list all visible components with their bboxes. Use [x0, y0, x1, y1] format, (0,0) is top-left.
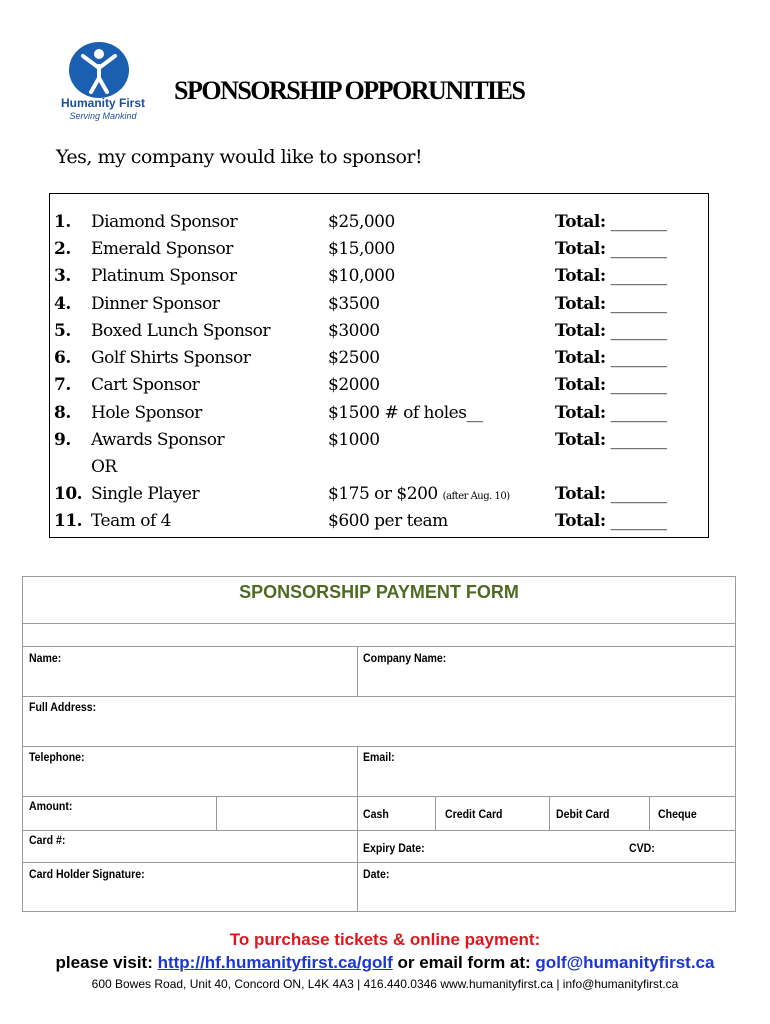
item-total[interactable]: Total: _______ [555, 321, 667, 341]
item-total[interactable]: Total: _______ [555, 212, 667, 232]
expiry-date-label: Expiry Date: [363, 841, 425, 855]
date-label: Date: [363, 867, 390, 881]
payment-form [22, 576, 736, 912]
item-number: 5. [54, 321, 71, 341]
list-item [50, 212, 710, 238]
item-number: 10. [54, 484, 83, 504]
list-item [50, 348, 710, 374]
or-separator: OR [91, 457, 117, 477]
full-address-field[interactable] [29, 717, 729, 743]
list-item [50, 239, 710, 265]
item-total[interactable]: Total: _______ [555, 430, 667, 450]
list-item-team [50, 511, 710, 537]
item-price: $25,000 [328, 212, 395, 232]
item-price: $2000 [328, 375, 380, 395]
item-label: Platinum Sponsor [91, 266, 237, 286]
intro-text: Yes, my company would like to sponsor! [56, 146, 423, 168]
item-number: 1. [54, 212, 71, 232]
page-title: SPONSORSHIP OPPORUNITIES [174, 76, 525, 105]
golf-website-link[interactable]: http://hf.humanityfirst.ca/golf [157, 953, 393, 972]
item-number: 6. [54, 348, 71, 368]
telephone-label: Telephone: [29, 750, 85, 764]
credit-card-option[interactable]: Credit Card [445, 807, 503, 821]
item-price: $2500 [328, 348, 380, 368]
visit-line: please visit: http://hf.humanityfirst.ca/golf or email form at: golf@humanityfirst.ca [55, 953, 715, 972]
item-number: 8. [54, 403, 71, 423]
item-total[interactable]: Total: _______ [555, 266, 667, 286]
amount-field[interactable] [219, 799, 353, 827]
item-label: Golf Shirts Sponsor [91, 348, 251, 368]
date-field[interactable] [363, 885, 729, 909]
item-label: Cart Sponsor [91, 375, 200, 395]
company-name-field[interactable] [363, 669, 729, 693]
cheque-option[interactable]: Cheque [658, 807, 697, 821]
item-total[interactable]: Total: _______ [555, 403, 667, 423]
debit-card-option[interactable]: Debit Card [556, 807, 610, 821]
item-label: Diamond Sponsor [91, 212, 238, 232]
price-note: (after Aug. 10) [442, 491, 510, 502]
email-label: Email: [363, 750, 395, 764]
item-price: $600 per team [328, 511, 448, 531]
item-total[interactable]: Total: _______ [555, 375, 667, 395]
golf-email-link[interactable]: golf@humanityfirst.ca [535, 953, 715, 972]
name-field[interactable] [29, 669, 349, 693]
item-number: 11. [54, 511, 83, 531]
item-label: Hole Sponsor [91, 403, 202, 423]
amount-label: Amount: [29, 799, 73, 813]
list-item [50, 266, 710, 292]
humanity-first-logo [60, 42, 150, 124]
list-item [50, 430, 710, 456]
item-total[interactable]: Total: _______ [555, 294, 667, 314]
item-total[interactable]: Total: _______ [555, 511, 667, 531]
footer-address: 600 Bowes Road, Unit 40, Concord ON, L4K 4A3 | 416.440.0346 www.humanityfirst.ca | info@humanityfirst.ca [91, 977, 679, 991]
item-label: Single Player [91, 484, 200, 504]
logo-name: Humanity First [60, 96, 145, 110]
list-item [50, 375, 710, 401]
list-item [50, 403, 710, 429]
item-price: $175 or $200 (after Aug. 10) [328, 484, 510, 504]
item-total[interactable]: Total: _______ [555, 348, 667, 368]
list-item [50, 294, 710, 320]
item-number: 7. [54, 375, 71, 395]
signature-field[interactable] [29, 885, 349, 909]
item-total[interactable]: Total: _______ [555, 484, 667, 504]
item-number: 2. [54, 239, 71, 259]
item-number: 3. [54, 266, 71, 286]
purchase-cta: To purchase tickets & online payment: [229, 930, 541, 949]
telephone-field[interactable] [29, 767, 349, 793]
card-number-label: Card #: [29, 833, 66, 847]
item-number: 9. [54, 430, 71, 450]
item-number: 4. [54, 294, 71, 314]
item-label: Team of 4 [91, 511, 171, 531]
item-price: $3000 [328, 321, 380, 341]
item-label: Dinner Sponsor [91, 294, 220, 314]
item-label: Awards Sponsor [91, 430, 225, 450]
full-address-label: Full Address: [29, 700, 97, 714]
list-item-single-player [50, 484, 710, 510]
item-price: $10,000 [328, 266, 395, 286]
email-field[interactable] [363, 767, 729, 793]
company-name-label: Company Name: [363, 651, 447, 665]
cvd-label: CVD: [629, 841, 655, 855]
list-item [50, 321, 710, 347]
card-holder-signature-label: Card Holder Signature: [29, 867, 145, 881]
card-number-field[interactable] [83, 833, 353, 859]
item-total[interactable]: Total: _______ [555, 239, 667, 259]
item-label: Emerald Sponsor [91, 239, 233, 259]
name-label: Name: [29, 651, 62, 665]
cash-option[interactable]: Cash [363, 807, 389, 821]
item-price: $1500 # of holes__ [328, 403, 483, 423]
sponsorship-list [49, 193, 709, 538]
item-price: $3500 [328, 294, 380, 314]
person-figure-icon [69, 42, 129, 98]
item-label: Boxed Lunch Sponsor [91, 321, 271, 341]
item-price: $1000 [328, 430, 380, 450]
item-price: $15,000 [328, 239, 395, 259]
logo-tagline: Serving Mankind [69, 111, 137, 121]
form-title: SPONSORSHIP PAYMENT FORM [239, 582, 519, 602]
